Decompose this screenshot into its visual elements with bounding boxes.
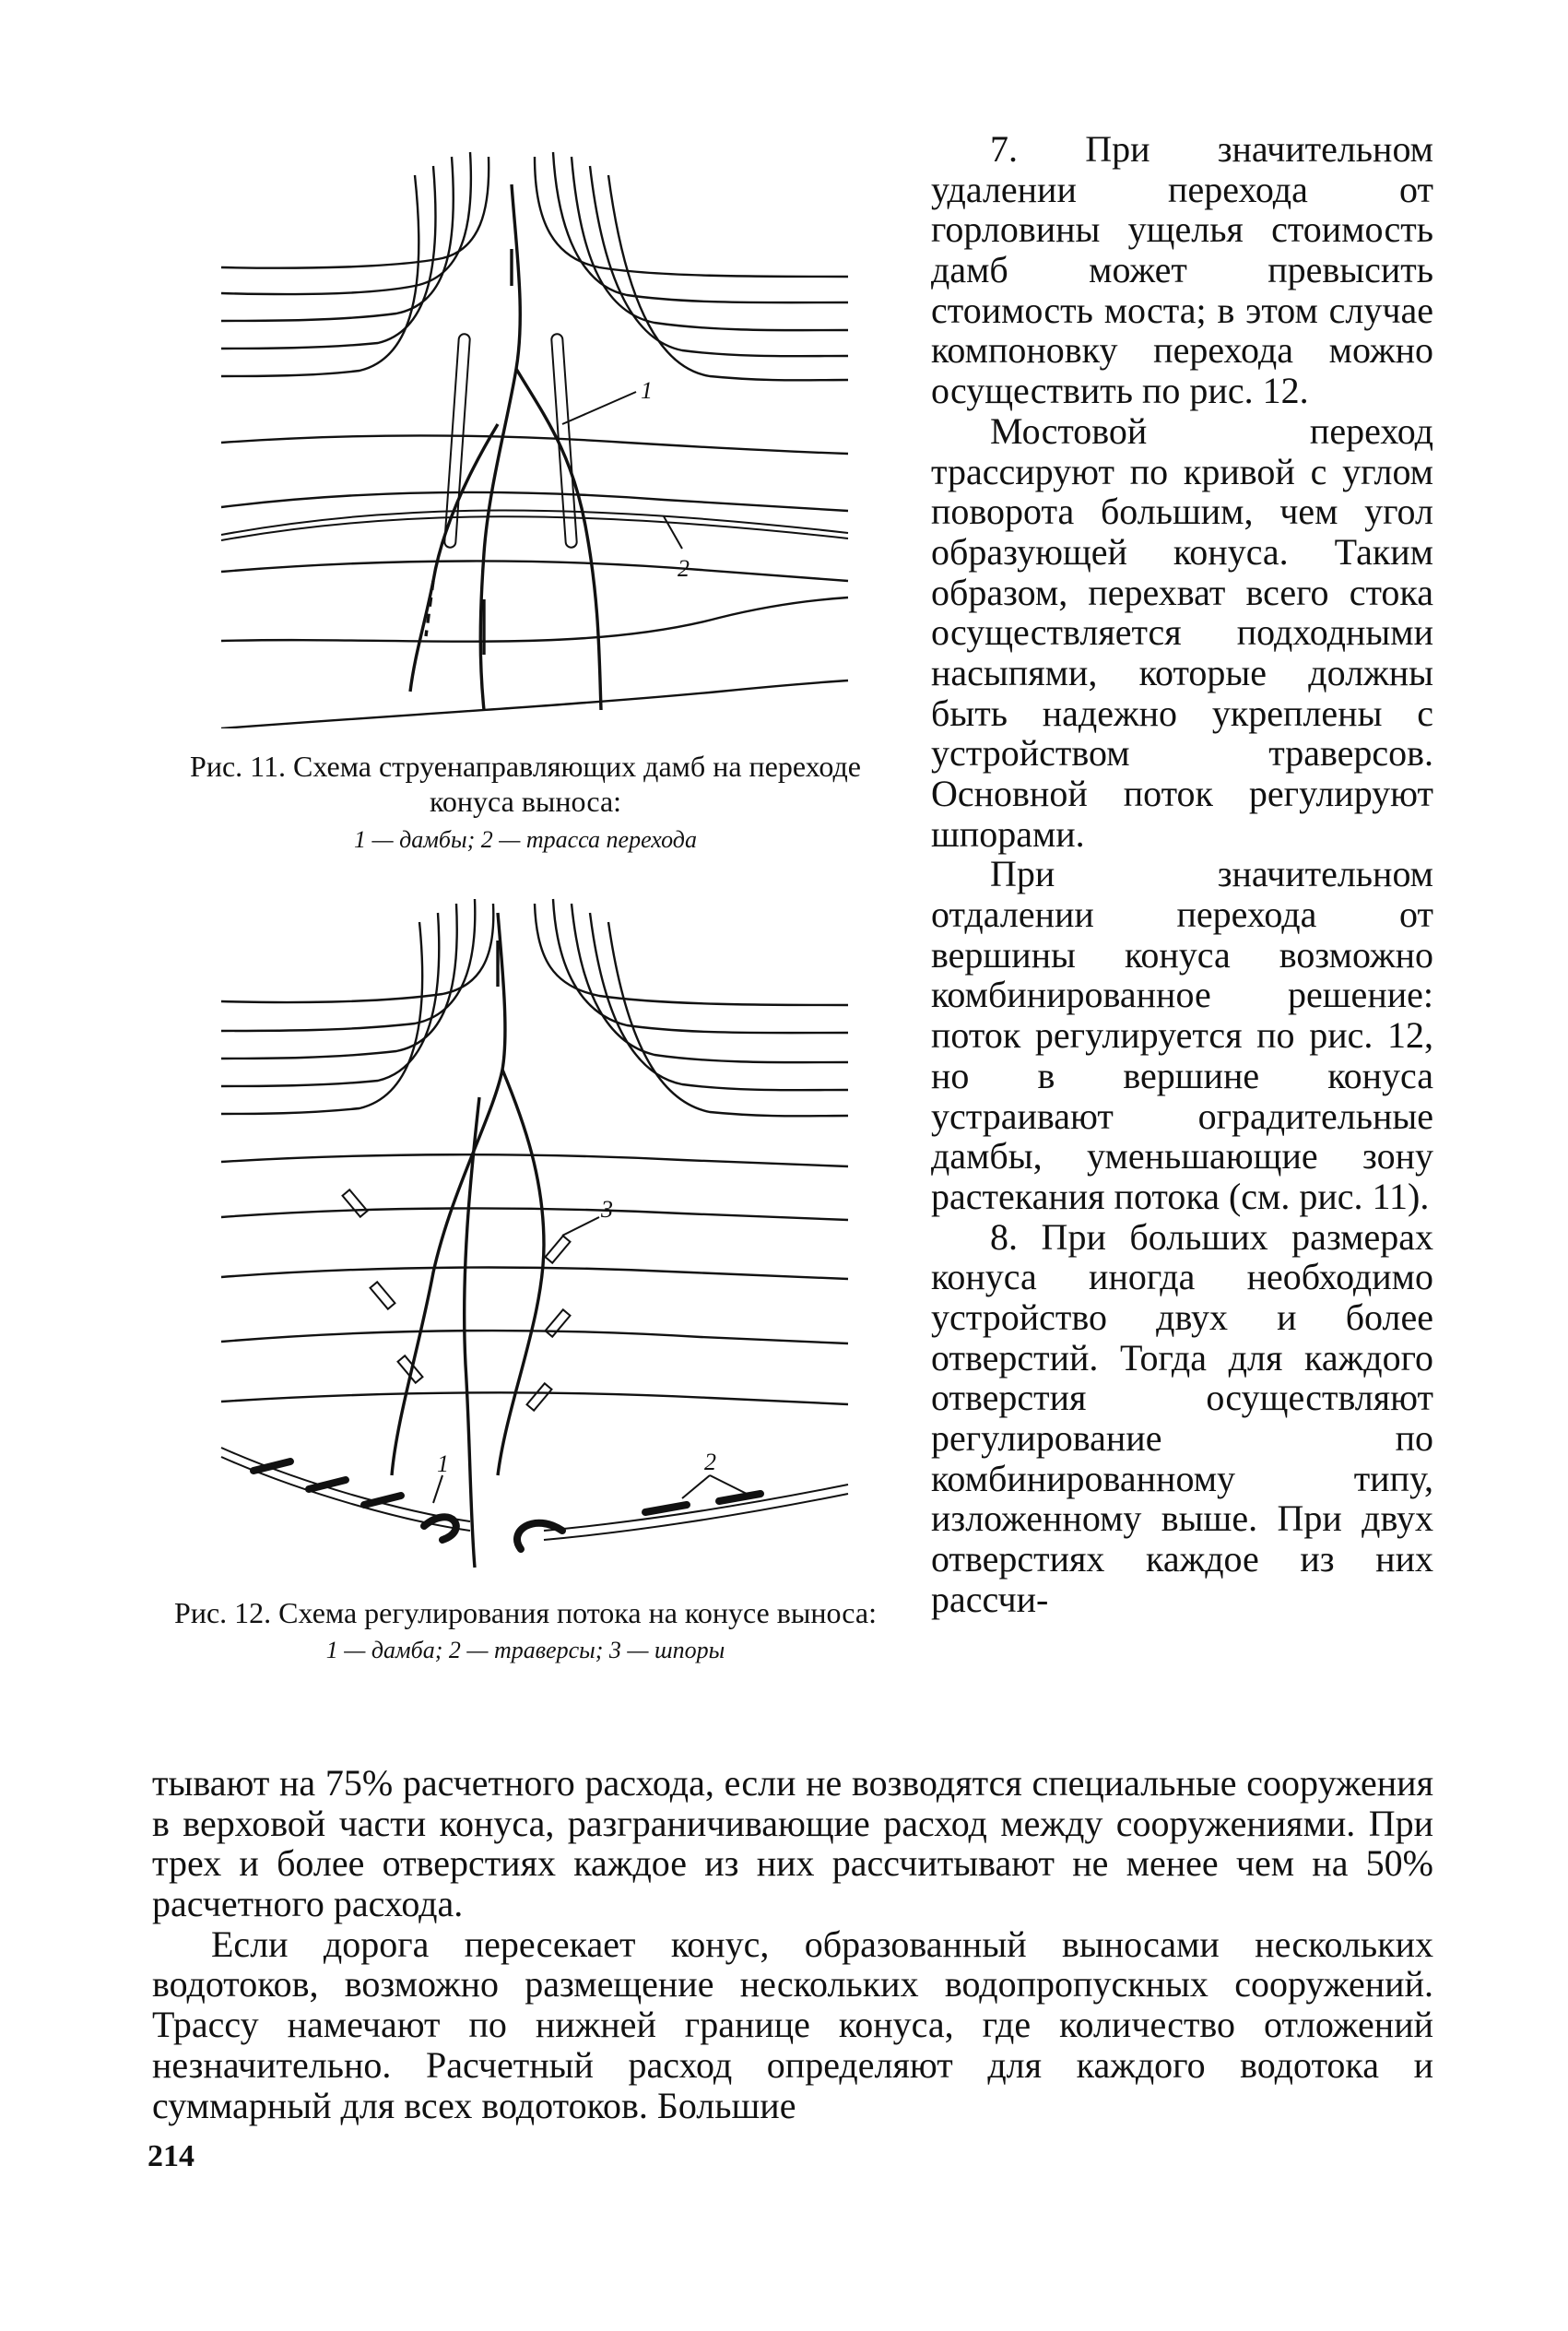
- fig11-label-1: 1: [641, 377, 653, 404]
- fig12-label-3: 3: [601, 1196, 613, 1223]
- figure-12-legend: 1 — дамба; 2 — траверсы; 3 — шпоры: [325, 1637, 725, 1664]
- paragraph-multiple-streams: Если дорога пересекает конус, образованный выносами нескольких водотоков, возможно размещение нескольких водопропускных сооружений. Трассу намечают по нижней границе конуса, где количество отложений незначительно. Расчетный расход определяют для каждого водотока и суммарный для всех водотоков. Большие: [152, 1923, 1433, 2126]
- figure-12-diagram: [166, 885, 885, 1604]
- right-column-text: [931, 129, 1433, 1619]
- figure-11-diagram: [166, 138, 885, 728]
- full-width-text: [152, 1763, 1433, 2125]
- fig12-label-1: 1: [437, 1450, 449, 1477]
- paragraph-bridge-crossing: Мостовой переход трассируют по кривой с углом поворота большим, чем угол образующей конуса. Таким образом, перехват всего стока осуществляется подходными насыпями, которые должны быть надежно укреплены с устройством траверсов. Основной поток регулируют шпорами.: [931, 409, 1433, 855]
- figure-11-caption-text: Рис. 11. Схема струенаправляющих дамб на переходе конуса выноса:: [190, 750, 861, 819]
- paragraph-combined-solution: При значительном отдалении перехода от вершины конуса возможно комбинированное решение: поток регулируется по рис. 12, но в вершине конуса устраивают оградительные дамбы, уменьшающие зону растекания потока (см. рис. 11).: [931, 853, 1433, 1217]
- fig11-label-2: 2: [678, 555, 690, 582]
- paragraph-continuation: тывают на 75% расчетного расхода, если не возводятся специальные сооружения в верховой части конуса, разграничивающие расход между сооружениями. При трех и более отверстиях каждое из них рассчитывают не менее чем на 50% расчетного расхода.: [152, 1762, 1433, 1925]
- page-number: 214: [147, 2139, 195, 2173]
- fig12-label-2: 2: [704, 1449, 716, 1475]
- figure-11-caption: [157, 749, 894, 854]
- figure-11-legend: 1 — дамбы; 2 — трасса перехода: [354, 825, 697, 853]
- paragraph-7: 7. При значительном удалении перехода от горловины ущелья стоимость дамб может превысить стоимость моста; в этом случае компоновку перехода можно осуществить по рис. 12.: [931, 128, 1433, 412]
- figure-12-caption-text: Рис. 12. Схема регулирования потока на конусе выноса:: [174, 1596, 877, 1629]
- figure-11-svg: [166, 138, 885, 728]
- paragraph-8: 8. При больших размерах конуса иногда необходимо устройство двух и более отверстий. Тогда для каждого отверстия осуществляют регулирование по комбинированному типу, изложенному выше. При двух отверстиях каждое из них рассчи-: [931, 1215, 1433, 1620]
- figure-12-caption: [157, 1595, 894, 1665]
- figure-12-svg: [166, 885, 885, 1604]
